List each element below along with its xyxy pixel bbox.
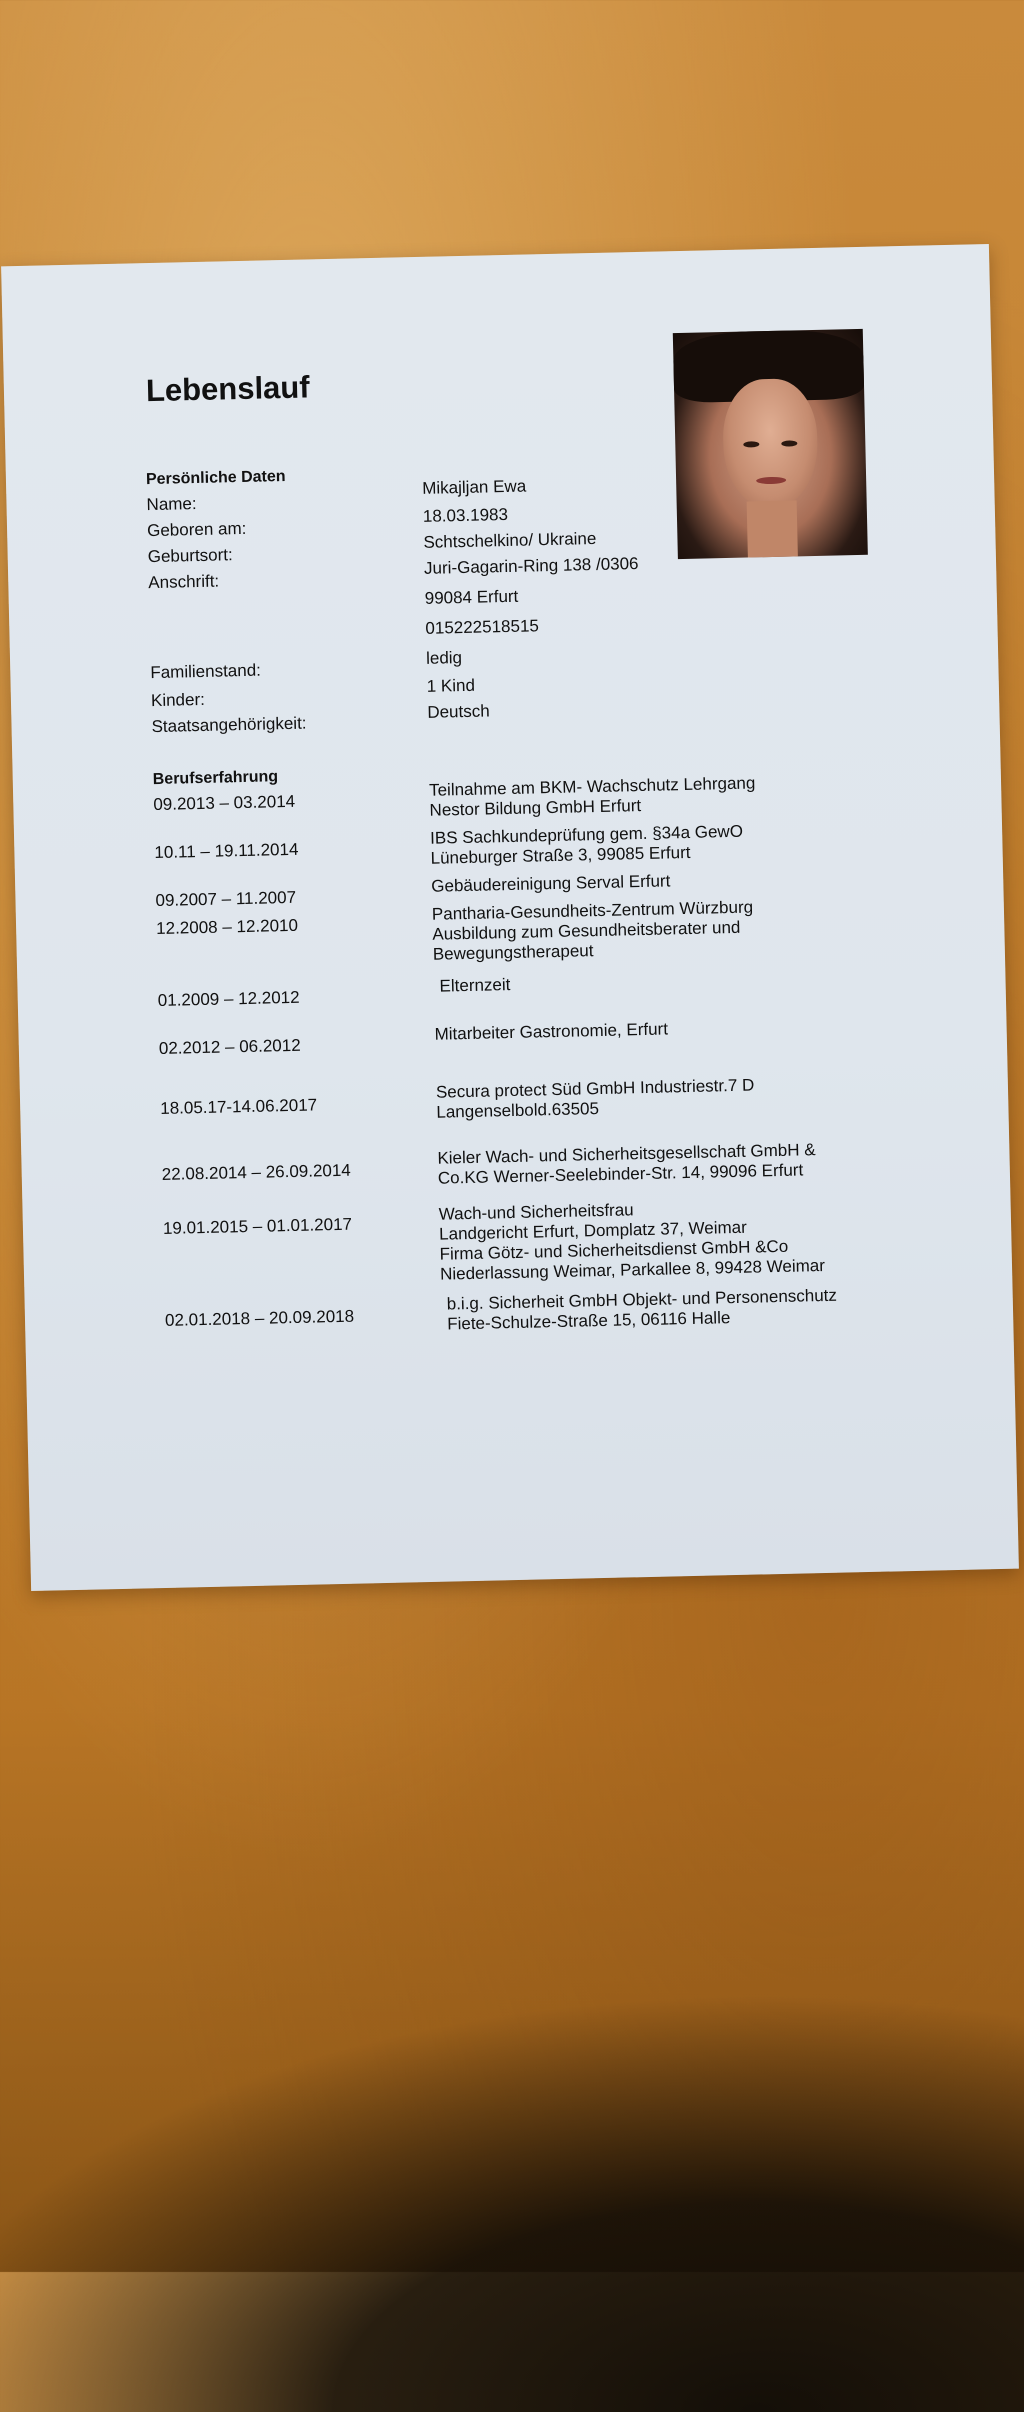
experience-text: IBS Sachkundeprüfung gem. §34a GewO Lüneburger Straße 3, 99085 Erfurt (429, 821, 744, 868)
portrait-photo (673, 329, 868, 559)
name-label: Name: (146, 494, 197, 515)
experience-text: Wach-und Sicherheitsfrau Landgericht Erfurt, Domplatz 37, Weimar Firma Götz- und Sicherheitsdienst GmbH &Co Niederlassung Weimar, Parkallee 8, 99428 Weimar (438, 1200, 826, 1284)
phone-value: 015222518515 (425, 616, 540, 638)
nationality-label: Staatsangehörigkeit: (151, 713, 307, 737)
experience-text: Elternzeit (439, 975, 511, 996)
experience-text: Gebäudereinigung Serval Erfurt (431, 871, 671, 896)
document-title: Lebenslauf (145, 369, 310, 409)
marital-label: Familienstand: (150, 660, 262, 683)
name-value: Mikajljan Ewa (422, 476, 527, 498)
experience-text: b.i.g. Sicherheit GmbH Objekt- und Personenschutz Fiete-Schulze-Straße 15, 06116 Halle (446, 1285, 838, 1334)
experience-date: 02.01.2018 – 20.09.2018 (164, 1306, 355, 1330)
experience-date: 22.08.2014 – 26.09.2014 (161, 1160, 351, 1184)
address-label: Anschrift: (148, 571, 220, 593)
experience-text: Kieler Wach- und Sicherheitsgesellschaft GmbH & Co.KG Werner-Seelebinder-Str. 14, 99096 Erfurt (437, 1140, 816, 1188)
address-line2: 99084 Erfurt (424, 586, 519, 608)
experience-date: 09.2007 – 11.2007 (155, 887, 297, 911)
experience-date: 10.11 – 19.11.2014 (154, 839, 299, 863)
left-eye (743, 441, 759, 447)
cv-sheet (1, 244, 1019, 1591)
mouth (756, 477, 786, 485)
experience-date: 01.2009 – 12.2012 (157, 987, 300, 1011)
experience-text: Pantharia-Gesundheits-Zentrum Würzburg Ausbildung zum Gesundheitsberater und Bewegungstherapeut (431, 897, 754, 964)
right-eye (781, 440, 797, 446)
children-label: Kinder: (150, 689, 206, 711)
personal-heading: Persönliche Daten (145, 467, 286, 489)
marital-value: ledig (425, 648, 463, 668)
birth-label: Geboren am: (146, 518, 247, 541)
neck-shape (747, 500, 798, 557)
address-line1: Juri-Gagarin-Ring 138 /0306 (423, 553, 639, 578)
children-value: 1 Kind (426, 675, 476, 696)
experience-date: 18.05.17-14.06.2017 (160, 1095, 318, 1118)
experience-text: Mitarbeiter Gastronomie, Erfurt (434, 1019, 669, 1044)
birthplace-label: Geburtsort: (147, 545, 233, 567)
experience-date: 09.2013 – 03.2014 (153, 791, 296, 815)
experience-text: Teilnahme am BKM- Wachschutz Lehrgang Nestor Bildung GmbH Erfurt (428, 773, 756, 820)
birthplace-value: Schtschelkino/ Ukraine (423, 528, 597, 552)
experience-date: 12.2008 – 12.2010 (155, 915, 299, 939)
experience-date: 02.2012 – 06.2012 (158, 1035, 301, 1058)
shadow-overlay (0, 1992, 1024, 2412)
experience-heading: Berufserfahrung (152, 768, 279, 789)
experience-date: 19.01.2015 – 01.01.2017 (162, 1214, 353, 1238)
experience-text: Secura protect Süd GmbH Industriestr.7 D Langenselbold.63505 (435, 1075, 755, 1122)
face-shape (722, 378, 819, 510)
birth-value: 18.03.1983 (422, 504, 509, 526)
nationality-value: Deutsch (427, 701, 490, 722)
